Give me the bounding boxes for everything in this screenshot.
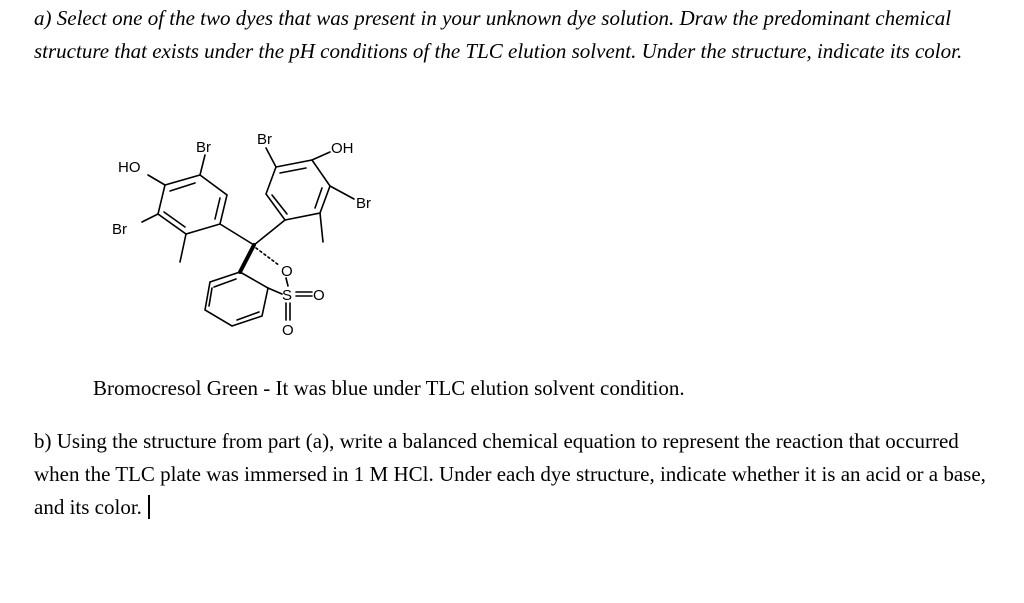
oh-label: OH [331,140,354,157]
ho-label: HO [118,159,141,176]
ring-oxygen-label: O [281,263,293,280]
sulfonyl-oxygen-right-label: O [313,287,325,304]
answer-caption: Bromocresol Green - It was blue under TLC elution solvent condition. [93,376,685,400]
benzo-ring [205,272,268,326]
text-cursor [148,495,150,519]
br-top-right-label: Br [257,131,272,148]
br-top-left-label: Br [196,139,211,156]
question-b-text: b) Using the structure from part (a), write a balanced chemical equation to represent the reaction that occurred when the TLC plate was immersed in 1 M HCl. Under each dye structure, indicate whether it is an acid or a base, and its color. [34,429,986,519]
question-a-text: a) Select one of the two dyes that was present in your unknown dye solution. Draw the predominant chemical structure that exists under the pH conditions of the TLC elution solvent. Under the structure, indicate its color. [34,6,963,63]
sulfonyl-oxygen-bottom-label: O [282,322,294,339]
sulfur-label: S [282,287,293,304]
bromocresol-green-structure [100,120,400,350]
question-b-block[interactable] [34,425,994,524]
br-left-label: Br [112,221,127,238]
br-right-label: Br [356,195,371,212]
